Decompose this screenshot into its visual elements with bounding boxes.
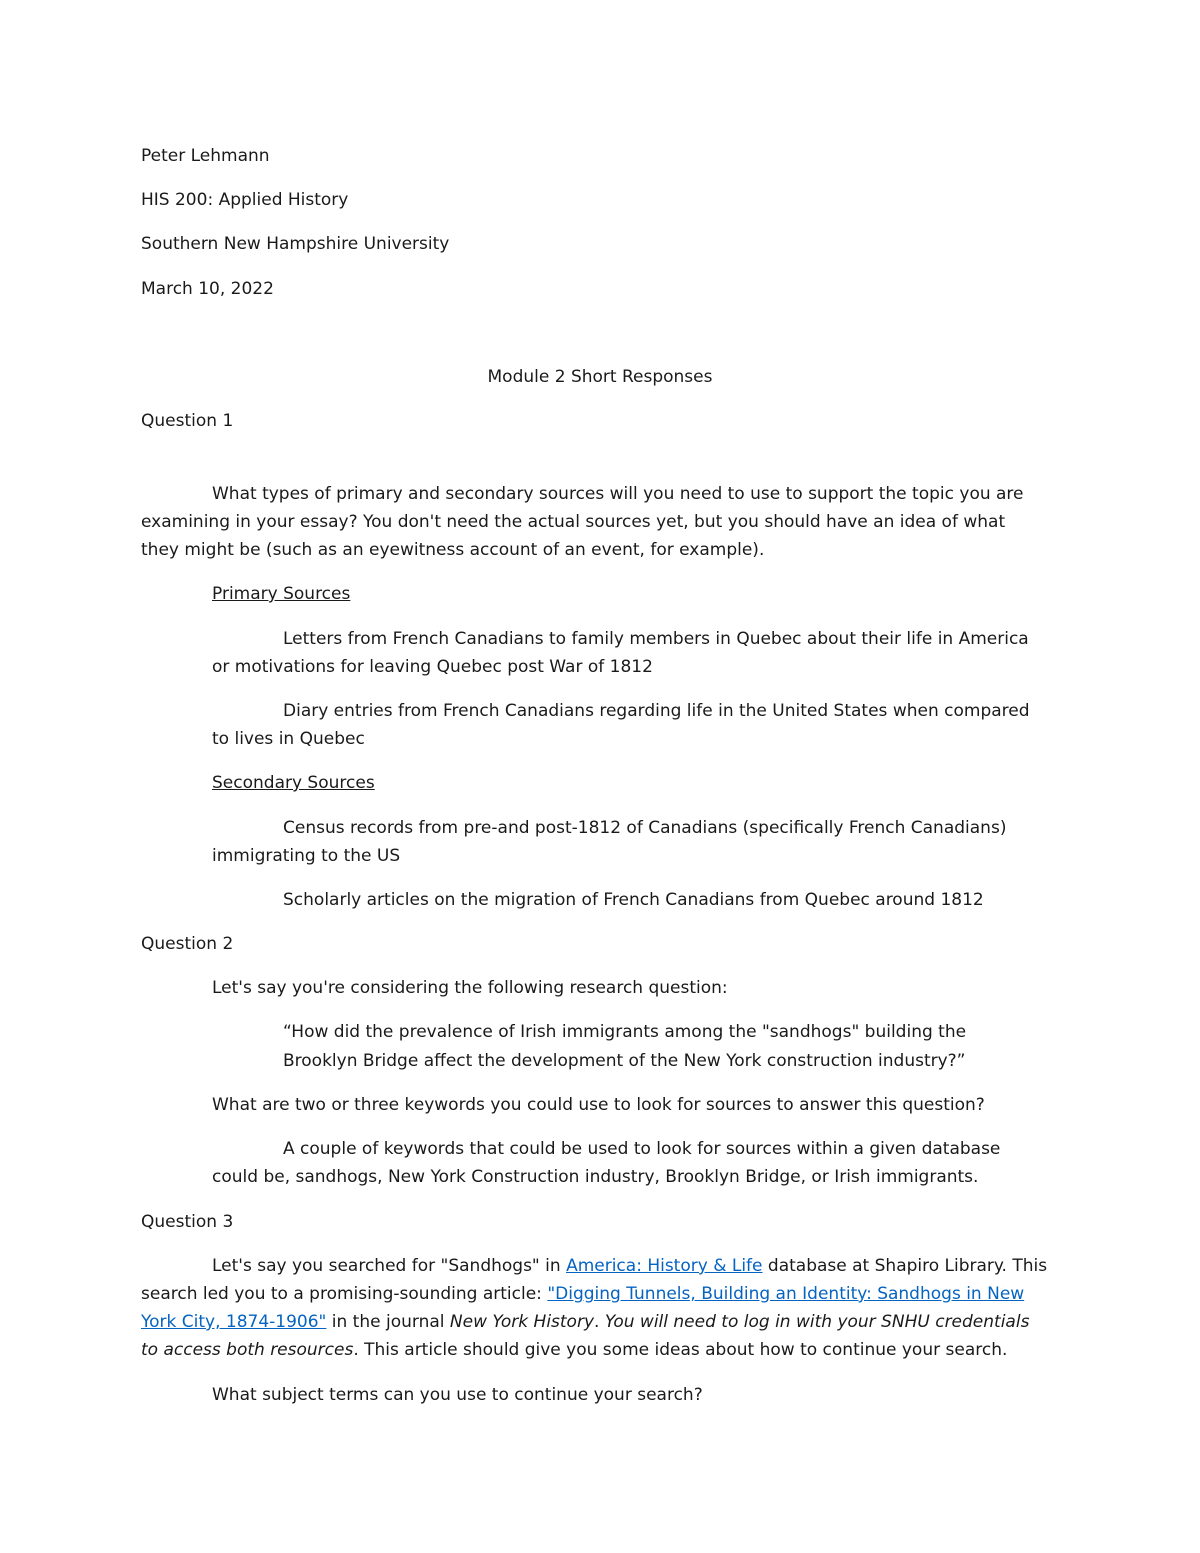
question-3-text: search led you to a promising-sounding article: xyxy=(141,1284,548,1304)
article-link[interactable]: "Digging Tunnels, Building an Identity: Sandhogs in New xyxy=(547,1284,1025,1304)
question-3-text: database at Shapiro Library. This xyxy=(762,1256,1048,1276)
secondary-sources-heading: Secondary Sources xyxy=(212,773,375,793)
question-1-prompt-line: examining in your essay? You don't need the actual sources yet, but you should have an idea of what xyxy=(141,512,1006,532)
america-history-life-link[interactable]: America: History & Life xyxy=(566,1256,763,1276)
journal-name: New York History xyxy=(449,1312,595,1332)
course-name: HIS 200: Applied History xyxy=(141,190,349,210)
secondary-source-item-cont: immigrating to the US xyxy=(212,846,401,866)
primary-sources-heading: Primary Sources xyxy=(212,584,351,604)
question-1-prompt-line: What types of primary and secondary sources will you need to use to support the topic you are xyxy=(212,484,1024,504)
question-3-text: Let's say you searched for "Sandhogs" in xyxy=(212,1256,567,1276)
document-date: March 10, 2022 xyxy=(141,279,274,299)
question-1-prompt-line: they might be (such as an eyewitness account of an event, for example). xyxy=(141,540,765,560)
question-2-answer: A couple of keywords that could be used to look for sources within a given database xyxy=(283,1139,1001,1159)
research-question-quote: “How did the prevalence of Irish immigrants among the "sandhogs" building the xyxy=(283,1022,967,1042)
question-3-prompt-line xyxy=(212,1255,1047,1277)
research-question-quote-cont: Brooklyn Bridge affect the development of the New York construction industry?” xyxy=(283,1051,966,1071)
login-note-cont: to access both resources xyxy=(141,1340,354,1360)
question-2-answer-cont: could be, sandhogs, New York Construction industry, Brooklyn Bridge, or Irish immigrants. xyxy=(212,1167,979,1187)
login-note: You will need to log in with your SNHU credentials xyxy=(604,1312,1030,1332)
question-3-text: . xyxy=(594,1312,605,1332)
question-3-text: . This article should give you some ideas about how to continue your search. xyxy=(353,1340,1008,1360)
secondary-source-item: Census records from pre-and post-1812 of Canadians (specifically French Canadians) xyxy=(283,818,1007,838)
question-3-prompt-line xyxy=(141,1311,1029,1333)
question-3-prompt-line xyxy=(141,1283,1024,1305)
university-name: Southern New Hampshire University xyxy=(141,234,450,254)
question-3-ask: What subject terms can you use to continue your search? xyxy=(212,1385,703,1405)
question-2-intro: Let's say you're considering the following research question: xyxy=(212,978,728,998)
question-3-text: in the journal xyxy=(326,1312,450,1332)
primary-source-item-cont: to lives in Quebec xyxy=(212,729,365,749)
author-name: Peter Lehmann xyxy=(141,146,270,166)
question-2-ask: What are two or three keywords you could use to look for sources to answer this question? xyxy=(212,1095,985,1115)
question-1-heading: Question 1 xyxy=(141,411,234,431)
primary-source-item-cont: or motivations for leaving Quebec post War of 1812 xyxy=(212,657,653,677)
primary-source-item: Letters from French Canadians to family members in Quebec about their life in America xyxy=(283,629,1029,649)
question-2-heading: Question 2 xyxy=(141,934,234,954)
article-link-cont[interactable]: York City, 1874-1906" xyxy=(141,1312,327,1332)
question-3-prompt-line xyxy=(141,1339,1007,1361)
question-3-heading: Question 3 xyxy=(141,1212,234,1232)
primary-source-item: Diary entries from French Canadians regarding life in the United States when compared xyxy=(283,701,1030,721)
secondary-source-item: Scholarly articles on the migration of French Canadians from Quebec around 1812 xyxy=(283,890,984,910)
document-title: Module 2 Short Responses xyxy=(487,367,713,387)
